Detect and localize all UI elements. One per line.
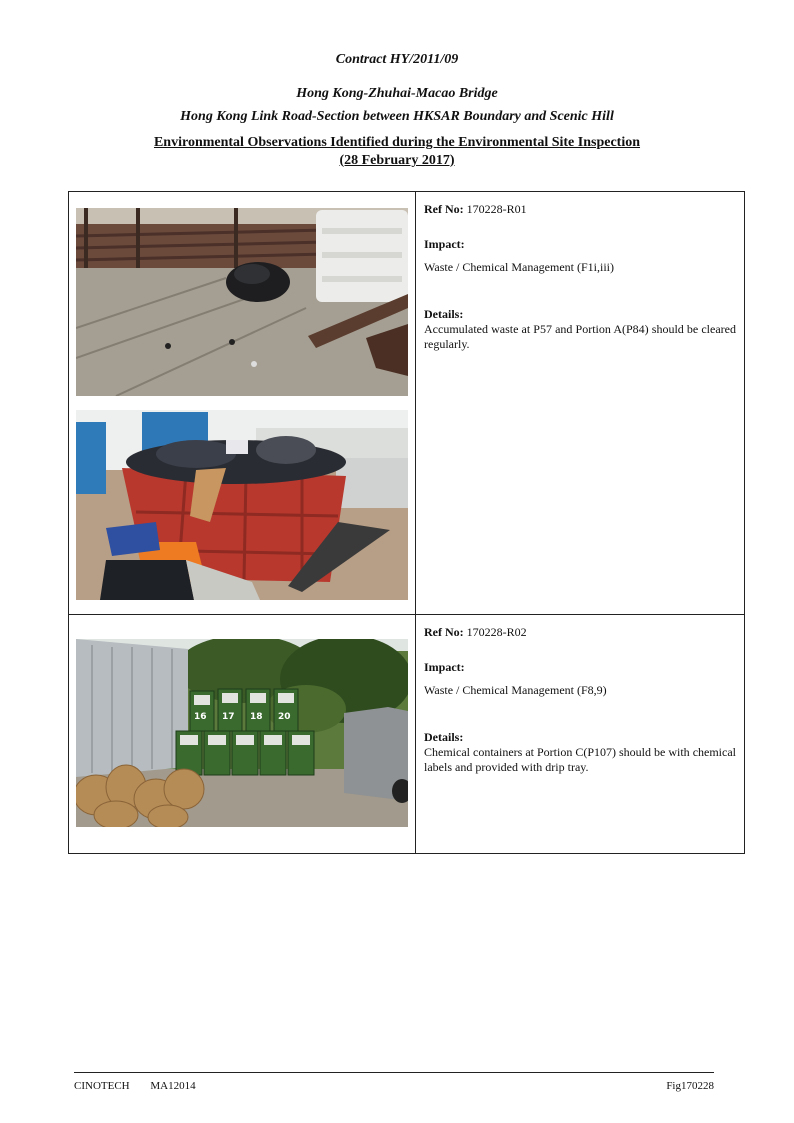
- footer-divider: [74, 1072, 714, 1073]
- document-header: [0, 52, 794, 170]
- details-label: Details:: [424, 730, 464, 744]
- details-label: Details:: [424, 307, 464, 321]
- photo-cell: [69, 615, 416, 854]
- ref-label: Ref No:: [424, 202, 464, 216]
- photo-cell: [69, 192, 416, 615]
- waste-on-concrete-photo: [76, 208, 408, 396]
- waste-skip-image: [76, 410, 408, 600]
- chemical-drums-photo: [76, 639, 408, 827]
- footer-figure-number: Fig170228: [666, 1080, 714, 1092]
- waste-skip-photo: [76, 410, 408, 600]
- ref-field: [424, 202, 736, 217]
- document-heading: Environmental Observations Identified during the Environmental Site Inspection: [153, 135, 641, 150]
- impact-field: [424, 237, 736, 275]
- impact-value: Waste / Chemical Management (F1i,iii): [424, 260, 614, 274]
- details-field: [424, 307, 736, 352]
- details-value: Accumulated waste at P57 and Portion A(P84) should be cleared regularly.: [424, 322, 736, 351]
- project-subtitle: Hong Kong Link Road-Section between HKSAR Boundary and Scenic Hill: [180, 109, 614, 124]
- impact-value: Waste / Chemical Management (F8,9): [424, 683, 607, 697]
- impact-label: Impact:: [424, 237, 465, 251]
- details-field: [424, 730, 736, 775]
- drum-label: 16: [194, 712, 207, 722]
- contract-number: Contract HY/2011/09: [335, 52, 459, 67]
- observation-details-cell: [416, 192, 745, 615]
- ref-label: Ref No:: [424, 625, 464, 639]
- ref-field: [424, 625, 736, 640]
- observations-table: [68, 191, 745, 854]
- project-title: Hong Kong-Zhuhai-Macao Bridge: [296, 86, 498, 101]
- impact-label: Impact:: [424, 660, 465, 674]
- footer-left: [74, 1080, 214, 1092]
- impact-field: [424, 660, 736, 698]
- observation-row: [69, 192, 745, 615]
- ref-value: 170228-R01: [466, 202, 527, 216]
- footer-company: CINOTECH: [74, 1080, 130, 1092]
- drum-label: 20: [278, 712, 291, 722]
- details-value: Chemical containers at Portion C(P107) should be with chemical labels and provided with drip tray.: [424, 745, 736, 774]
- ref-value: 170228-R02: [466, 625, 527, 639]
- inspection-date: (28 February 2017): [339, 153, 455, 168]
- footer-ref: MA12014: [150, 1080, 196, 1092]
- observation-row: [69, 615, 745, 854]
- observation-details-cell: [416, 615, 745, 854]
- drum-label: 17: [222, 712, 235, 722]
- drum-label: 18: [250, 712, 263, 722]
- waste-on-concrete-image: [76, 208, 408, 396]
- chemical-drums-image: [76, 639, 408, 827]
